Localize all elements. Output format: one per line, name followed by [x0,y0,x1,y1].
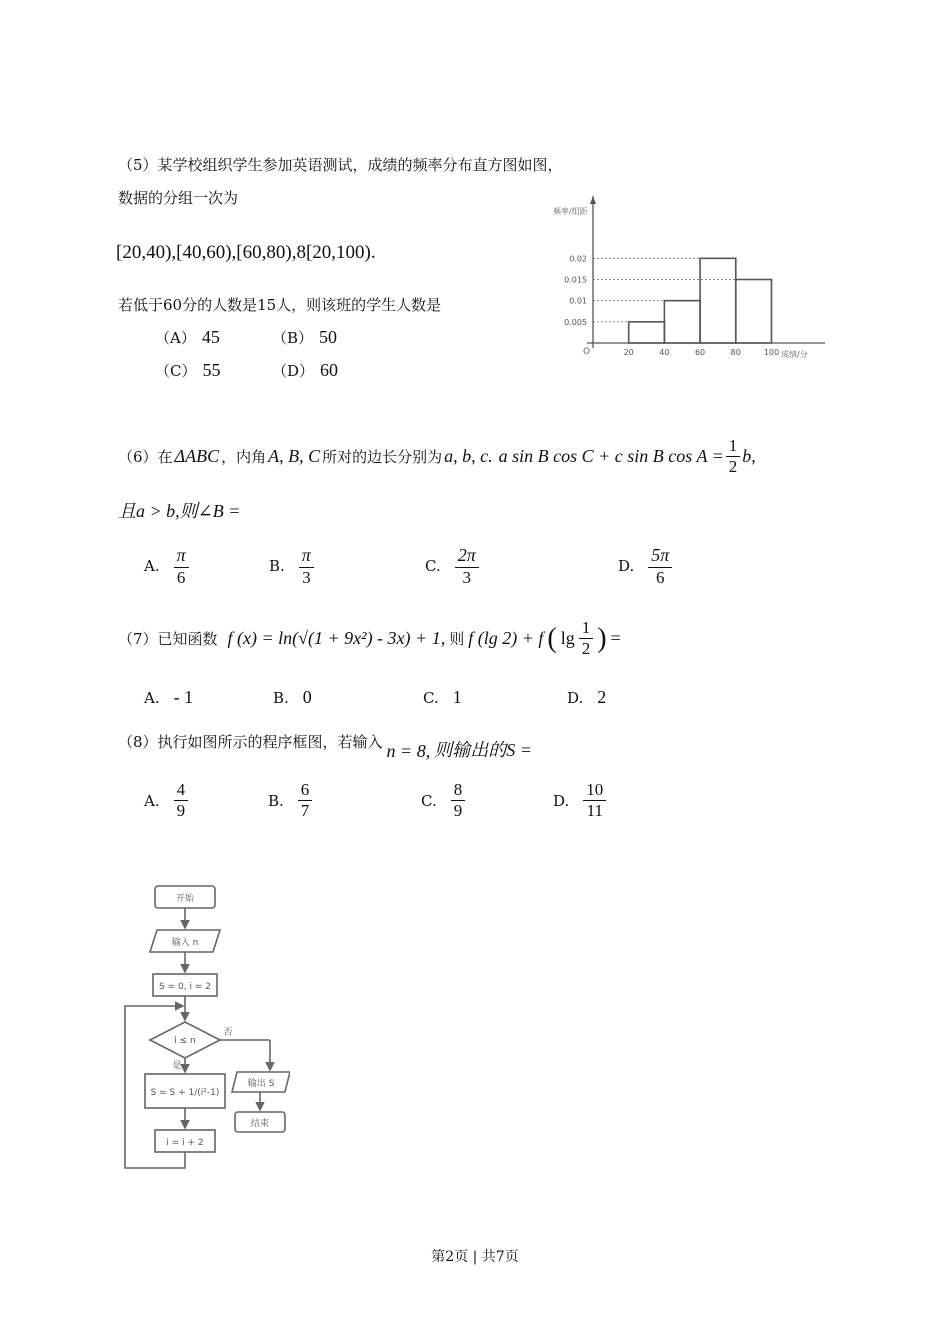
q5-option-c [155,360,220,381]
option-label: B. [273,689,289,707]
option-label: D. [553,791,570,810]
fraction-denominator: 6 [176,567,186,587]
q5-option-d [272,360,338,381]
option-value: 45 [201,327,220,347]
q7-prefix: （7）已知函数 [118,630,218,649]
q7-option-a [144,687,193,708]
q6-mid: ，内角 [221,448,267,467]
option-fraction [174,780,189,822]
q8-option-a [144,780,188,822]
x-tick-label-1: 40 [659,348,670,357]
q8-prefix: （8）执行如图所示的程序框图，若输入 [118,733,383,751]
fraction-numerator: 6 [298,780,313,801]
program-flowchart [115,872,290,1192]
init-label: S = 0, i = 2 [159,982,211,992]
option-value: - 1 [173,687,194,707]
fraction-denominator: 2 [728,457,738,477]
q7-half-fraction [579,618,594,660]
fraction-numerator: π [299,545,314,568]
q7-function: f (x) = ln(√(1 + 9x²) - 3x) + 1, [227,628,446,649]
q8-line [118,726,532,761]
option-value: 55 [202,360,221,380]
option-value: 50 [319,327,338,347]
q6-eq-tail: b, [742,446,756,467]
fraction-numerator: π [174,545,189,568]
q8-option-c [421,780,465,822]
x-tick-label-3: 80 [730,348,741,357]
option-label: （D） [272,362,315,380]
end-label: 结束 [250,1119,270,1129]
option-fraction [299,545,314,588]
frequency-histogram [535,196,835,372]
input-label: 输入 n [171,938,199,948]
q6-mid2: 所对的边长分别为 [322,448,443,467]
q5-line1: （5）某学校组织学生参加英语测试，成绩的频率分布直方图如图， [118,156,563,174]
q8-option-b [268,780,312,822]
q5-line2: 数据的分组一次为 [118,189,239,207]
y-tick-label-0: 0.005 [564,317,587,327]
yes-label: 是 [172,1061,182,1071]
y-axis-arrow [590,196,596,204]
q6-line1 [118,436,756,478]
option-label: B. [268,791,284,810]
q6-line2: 且a > b,则∠B = [118,501,241,521]
option-label: A. [144,689,160,707]
y-tick-label-3: 0.02 [569,254,587,264]
q8-tail: 则输出的S = [434,740,532,760]
option-label: （A） [155,329,196,347]
x-tick-label-2: 60 [694,348,706,357]
fraction-numerator: 8 [451,780,466,801]
right-paren-icon: ) [597,622,607,654]
option-fraction [174,545,189,588]
q6-option-d [618,545,672,588]
q6-equation: a sin B cos C + c sin B cos A = [498,446,724,467]
x-axis-label: 成绩/分 [781,350,808,359]
fraction-denominator: 3 [462,567,471,587]
update-label: S = S + 1/(i²-1) [150,1088,220,1098]
no-label: 否 [223,1028,233,1038]
q8-option-d [553,780,606,822]
x-ticks [624,348,780,357]
increment-label: i = i + 2 [166,1138,204,1148]
q7-lg: lg [560,628,575,649]
fraction-numerator: 5π [648,545,672,568]
option-value: 1 [452,687,462,707]
option-fraction [451,780,466,822]
q7-expr: f (lg 2) + f [468,628,544,649]
fraction-numerator: 2π [455,545,479,568]
q7-then: 则 [449,630,465,649]
option-value: 2 [597,687,607,707]
y-ticks [564,254,587,326]
fraction-numerator: 1 [579,618,594,639]
q6-option-c [425,545,479,588]
q6-option-a [144,545,189,588]
q5-option-a [155,327,220,348]
q5-line4: 若低于60分的人数是15人，则该班的学生人数是 [118,296,442,314]
origin-label: O [583,347,591,357]
left-paren-icon: ( [547,622,557,654]
q7-option-b [273,687,312,708]
option-label: C. [421,791,437,810]
x-tick-label-4: 100 [763,348,780,357]
option-fraction [298,780,313,822]
histogram-bar-1 [664,301,700,343]
q6-option-b [269,545,314,588]
fraction-denominator: 11 [586,801,603,821]
option-label: （B） [272,329,314,347]
output-label: 输出 S [247,1079,275,1089]
option-fraction [455,545,479,588]
fraction-numerator: 10 [583,780,606,801]
q8-condition: n = 8, [386,741,431,761]
q7-line [118,618,621,660]
q6-triangle: ΔABC [174,446,220,467]
fraction-denominator: 2 [581,639,591,659]
fraction-denominator: 9 [453,801,463,821]
histogram-bar-0 [629,322,665,343]
y-tick-label-2: 0.015 [564,275,587,285]
option-label: A. [144,557,160,576]
q6-prefix: （6）在 [118,448,173,467]
fraction-numerator: 4 [174,780,189,801]
option-label: B. [269,557,285,576]
y-axis-label: 频率/组距 [553,207,588,216]
decision-label: i ≤ n [174,1036,196,1046]
option-value: 0 [302,687,312,707]
histogram-bar-3 [736,280,772,344]
option-label: C. [423,689,439,707]
x-tick-label-0: 20 [623,348,634,357]
q5-intervals: [20,40),[40,60),[60,80),8[20,100). [116,242,376,263]
option-value: 60 [320,360,339,380]
histogram-bar-2 [700,258,736,343]
start-label: 开始 [175,894,195,904]
option-fraction [648,545,672,588]
q5-option-b [272,327,337,348]
option-label: C. [425,557,441,576]
y-tick-label-1: 0.01 [569,296,587,306]
page-footer: 第2页 | 共7页 [431,1249,519,1265]
q6-sides: a, b, c. [444,446,493,467]
fraction-denominator: 9 [176,801,186,821]
option-label: （C） [155,362,197,380]
fraction-numerator: 1 [726,436,741,457]
option-fraction [583,780,606,822]
q6-angles: A, B, C [268,446,321,467]
option-label: D. [567,689,584,707]
fraction-denominator: 7 [300,801,310,821]
q7-tail: = [610,628,621,649]
fraction-denominator: 3 [302,567,311,587]
q7-option-d [567,687,606,708]
option-label: D. [618,557,635,576]
q7-option-c [423,687,462,708]
fraction-denominator: 6 [656,567,665,587]
q6-half-fraction [726,436,741,478]
option-label: A. [144,791,160,810]
